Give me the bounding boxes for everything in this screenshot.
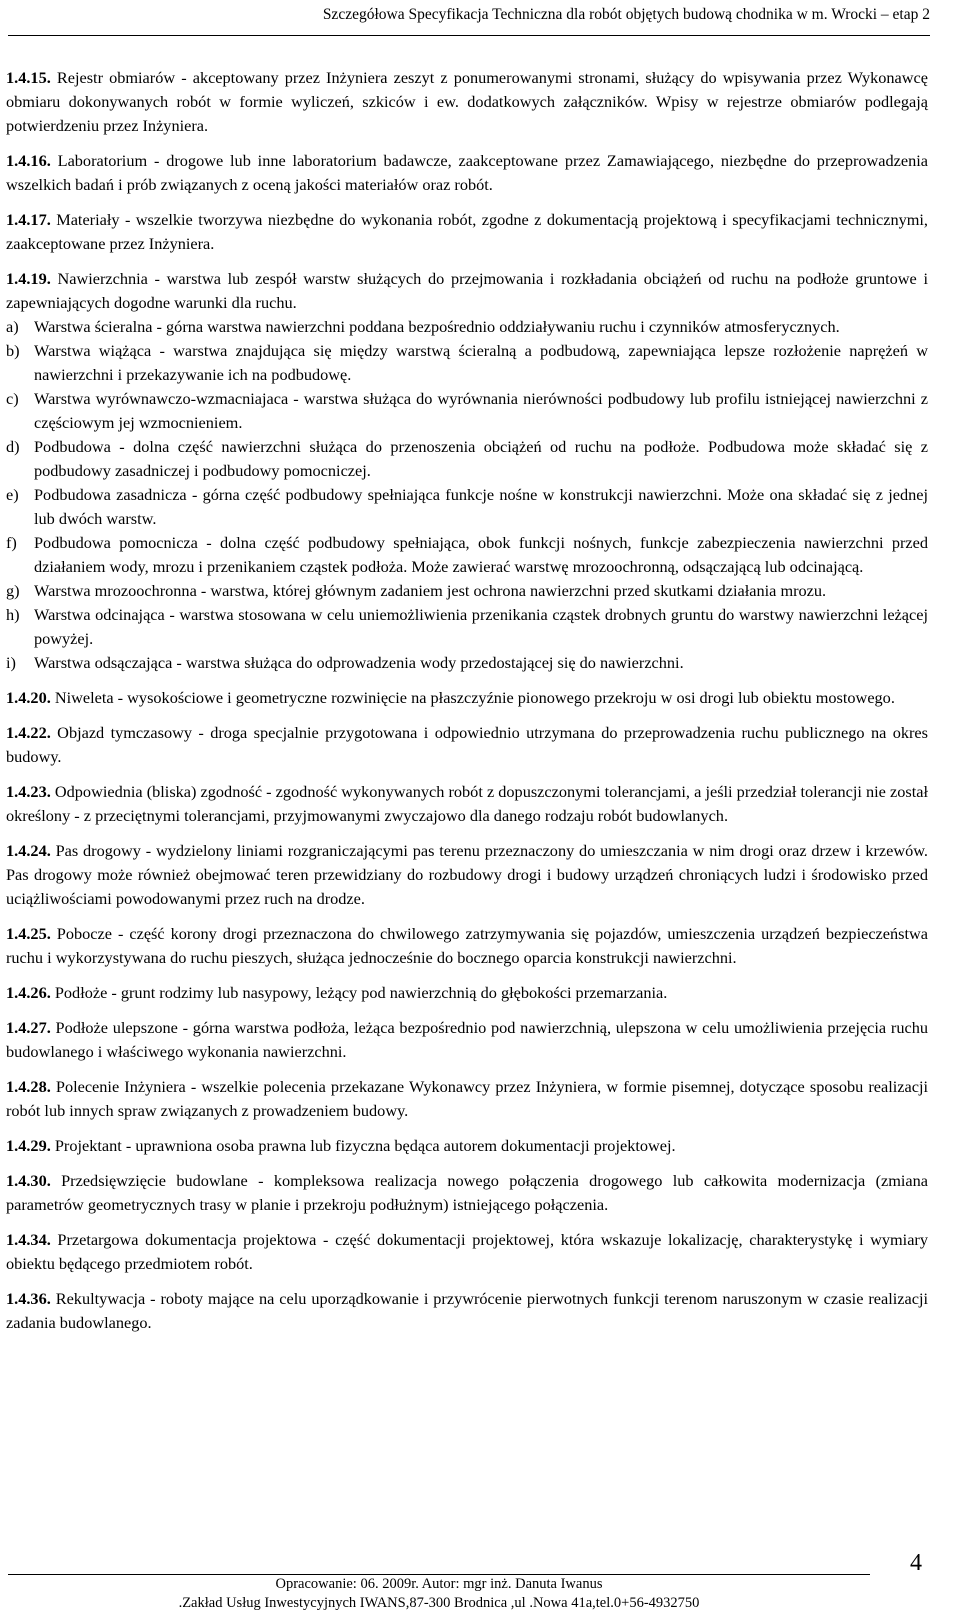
definition-text: Rejestr obmiarów - akceptowany przez Inżyniera zeszyt z ponumerowanymi stronami, służący do wpisywania przez Wykonawcę obmiaru dokonywanych robót w formie wyliczeń, szkiców i ew. dodatkowych załączników. Wpisy w rejestrze obmiarów podlegają potwierdzeniu przez Inżyniera.	[6, 68, 928, 135]
list-item-letter: e)	[6, 485, 19, 504]
definition-number: 1.4.23.	[6, 782, 51, 801]
document-content	[6, 66, 928, 1335]
page-number: 4	[910, 1550, 922, 1576]
definition-text: Polecenie Inżyniera - wszelkie polecenia przekazane Wykonawcy przez Inżyniera, w formie pisemnej, dotyczące sposobu realizacji robót lub innych spraw związanych z prowadzeniem budowy.	[6, 1077, 928, 1120]
list-item	[6, 603, 928, 651]
definition-paragraph	[6, 149, 928, 197]
definition-text: Przedsięwzięcie budowlane - kompleksowa realizacja nowego połączenia drogowego lub całkowita modernizacja (zmiana parametrów geometrycznych trasy w planie i przekroju podłużnym) istniejącego połączenia.	[6, 1171, 928, 1214]
definition-text: Odpowiednia (bliska) zgodność - zgodność wykonywanych robót z dopuszczonymi tolerancjami, a jeśli przedział tolerancji nie został określony - z przeciętnymi tolerancjami, przyjmowanymi zwyczajowo dla danego rodzaju robót budowlanych.	[6, 782, 928, 825]
list-item-letter: i)	[6, 653, 16, 672]
definition-number: 1.4.25.	[6, 924, 51, 943]
list-item	[6, 387, 928, 435]
definition-paragraph	[6, 1287, 928, 1335]
definition-paragraph	[6, 208, 928, 256]
definitions-before	[6, 66, 928, 315]
list-item-letter: c)	[6, 389, 19, 408]
definition-paragraph	[6, 66, 928, 138]
definition-text: Rekultywacja - roboty mające na celu uporządkowanie i przywrócenie pierwotnych funkcji terenom naruszonym w czasie realizacji zadania budowlanego.	[6, 1289, 928, 1332]
list-item-text: Warstwa wyrównawczo-wzmacniajaca - warstwa służąca do wyrównania nierówności podbudowy lub profilu istniejącej nawierzchni z częściowym jej wzmocnieniem.	[34, 389, 928, 432]
definition-number: 1.4.30.	[6, 1171, 51, 1190]
definition-number: 1.4.15.	[6, 68, 51, 87]
definition-paragraph	[6, 1075, 928, 1123]
definition-text: Przetargowa dokumentacja projektowa - część dokumentacji projektowej, która wskazuje lokalizację, charakterystykę i wymiary obiektu będącego przedmiotem robót.	[6, 1230, 928, 1273]
surface-layers-list	[6, 315, 928, 675]
list-item-letter: h)	[6, 605, 20, 624]
list-item-text: Warstwa ścieralna - górna warstwa nawierzchni poddana bezpośrednio oddziaływaniu ruchu i czynników atmosferycznych.	[34, 317, 840, 336]
definition-text: Nawierzchnia - warstwa lub zespół warstw służących do przejmowania i rozkładania obciążeń od ruchu na podłoże gruntowe i zapewniających dogodne warunki dla ruchu.	[6, 269, 928, 312]
definition-text: Podłoże - grunt rodzimy lub nasypowy, leżący pod nawierzchnią do głębokości przemarzania.	[50, 983, 668, 1002]
definition-number: 1.4.20.	[6, 688, 51, 707]
definition-text: Laboratorium - drogowe lub inne laboratorium badawcze, zaakceptowane przez Zamawiającego, niezbędne do przeprowadzenia wszelkich badań i prób związanych z oceną jakości materiałów oraz robót.	[6, 151, 928, 194]
definition-paragraph	[6, 1134, 928, 1158]
list-item-letter: b)	[6, 341, 20, 360]
list-item	[6, 483, 928, 531]
definition-number: 1.4.36.	[6, 1289, 51, 1308]
definition-number: 1.4.24.	[6, 841, 51, 860]
list-item-text: Podbudowa zasadnicza - górna część podbudowy spełniająca funkcje nośne w konstrukcji nawierzchni. Może ona składać się z jednej lub dwóch warstw.	[34, 485, 928, 528]
list-item-text: Podbudowa pomocnicza - dolna część podbudowy spełniająca, obok funkcji nośnych, funkcje zabezpieczenia nawierzchni przed działaniem wody, mrozu i przenikaniem cząstek podłoża. Może zawierać warstwę mrozoochronną, odsączającą lub odcinającą.	[34, 533, 928, 576]
definition-text: Niweleta - wysokościowe i geometryczne rozwinięcie na płaszczyźnie pionowego przekroju w osi drogi lub obiektu mostowego.	[50, 688, 895, 707]
list-item-letter: d)	[6, 437, 20, 456]
definition-text: Pobocze - część korony drogi przeznaczona do chwilowego zatrzymywania się pojazdów, umieszczenia urządzeń bezpieczeństwa ruchu i wykorzystywana do ruchu pieszych, służąca jednocześnie do bocznego oparcia konstrukcji nawierzchni.	[6, 924, 928, 967]
definition-paragraph	[6, 839, 928, 911]
definition-number: 1.4.28.	[6, 1077, 51, 1096]
definition-paragraph	[6, 1228, 928, 1276]
footer-company-line: .Zakład Usług Inwestycyjnych IWANS,87-300 Brodnica ,ul .Nowa 41a,tel.0+56-4932750	[178, 1595, 700, 1611]
definition-paragraph	[6, 267, 928, 315]
list-item-letter: g)	[6, 581, 20, 600]
definition-number: 1.4.16.	[6, 151, 51, 170]
page-header: Szczegółowa Specyfikacja Techniczna dla robót objętych budową chodnika w m. Wrocki – etap 2	[322, 6, 930, 23]
definition-text: Pas drogowy - wydzielony liniami rozgraniczającymi pas terenu przeznaczony do umieszczania w nim drogi oraz drzew i krzewów. Pas drogowy może również obejmować teren przewidziany do rozbudowy drogi i budowy urządzeń chroniących ludzi i środowisko przed uciążliwościami powodowanymi przez ruch na drodze.	[6, 841, 928, 908]
definition-paragraph	[6, 721, 928, 769]
definition-number: 1.4.19.	[6, 269, 51, 288]
header-divider	[8, 35, 930, 36]
list-item-letter: f)	[6, 533, 17, 552]
definition-text: Projektant - uprawniona osoba prawna lub fizyczna będąca autorem dokumentacji projektowej.	[50, 1136, 676, 1155]
definition-number: 1.4.22.	[6, 723, 51, 742]
definitions-after	[6, 686, 928, 1335]
definition-paragraph	[6, 922, 928, 970]
definition-number: 1.4.27.	[6, 1018, 51, 1037]
list-item	[6, 315, 928, 339]
list-item-text: Warstwa mrozoochronna - warstwa, której głównym zadaniem jest ochrona nawierzchni przed skutkami działania mrozu.	[34, 581, 827, 600]
list-item-text: Podbudowa - dolna część nawierzchni służąca do przenoszenia obciążeń od ruchu na podłoże. Podbudowa może składać się z podbudowy zasadniczej i podbudowy pomocniczej.	[34, 437, 928, 480]
definition-paragraph	[6, 981, 928, 1005]
list-item-letter: a)	[6, 317, 19, 336]
definition-number: 1.4.26.	[6, 983, 51, 1002]
definition-text: Objazd tymczasowy - droga specjalnie przygotowana i odpowiednio utrzymana do przeprowadzenia ruchu publicznego na okres budowy.	[6, 723, 928, 766]
list-item-text: Warstwa wiążąca - warstwa znajdująca się między warstwą ścieralną a podbudową, zapewniająca lepsze rozłożenie naprężeń w nawierzchni i przekazywanie ich na podbudowę.	[34, 341, 928, 384]
definition-text: Materiały - wszelkie tworzywa niezbędne do wykonania robót, zgodne z dokumentacją projektową i specyfikacjami technicznymi, zaakceptowane przez Inżyniera.	[6, 210, 928, 253]
definition-number: 1.4.29.	[6, 1136, 51, 1155]
definition-paragraph	[6, 686, 928, 710]
definition-paragraph	[6, 780, 928, 828]
definition-paragraph	[6, 1016, 928, 1064]
page-footer	[8, 1575, 870, 1613]
definition-number: 1.4.17.	[6, 210, 51, 229]
list-item	[6, 339, 928, 387]
list-item-text: Warstwa odsączająca - warstwa służąca do odprowadzenia wody przedostającej się do nawierzchni.	[34, 653, 684, 672]
list-item-text: Warstwa odcinająca - warstwa stosowana w celu uniemożliwienia przenikania cząstek drobnych gruntu do warstwy nawierzchni leżącej powyżej.	[34, 605, 928, 648]
list-item	[6, 579, 928, 603]
list-item	[6, 651, 928, 675]
list-item	[6, 531, 928, 579]
list-item	[6, 435, 928, 483]
footer-author-line: Opracowanie: 06. 2009r. Autor: mgr inż. Danuta Iwanus	[275, 1576, 603, 1592]
definition-paragraph	[6, 1169, 928, 1217]
definition-number: 1.4.34.	[6, 1230, 51, 1249]
definition-text: Podłoże ulepszone - górna warstwa podłoża, leżąca bezpośrednio pod nawierzchnią, ulepszona w celu umożliwienia przejęcia ruchu budowlanego i właściwego wykonania nawierzchni.	[6, 1018, 928, 1061]
